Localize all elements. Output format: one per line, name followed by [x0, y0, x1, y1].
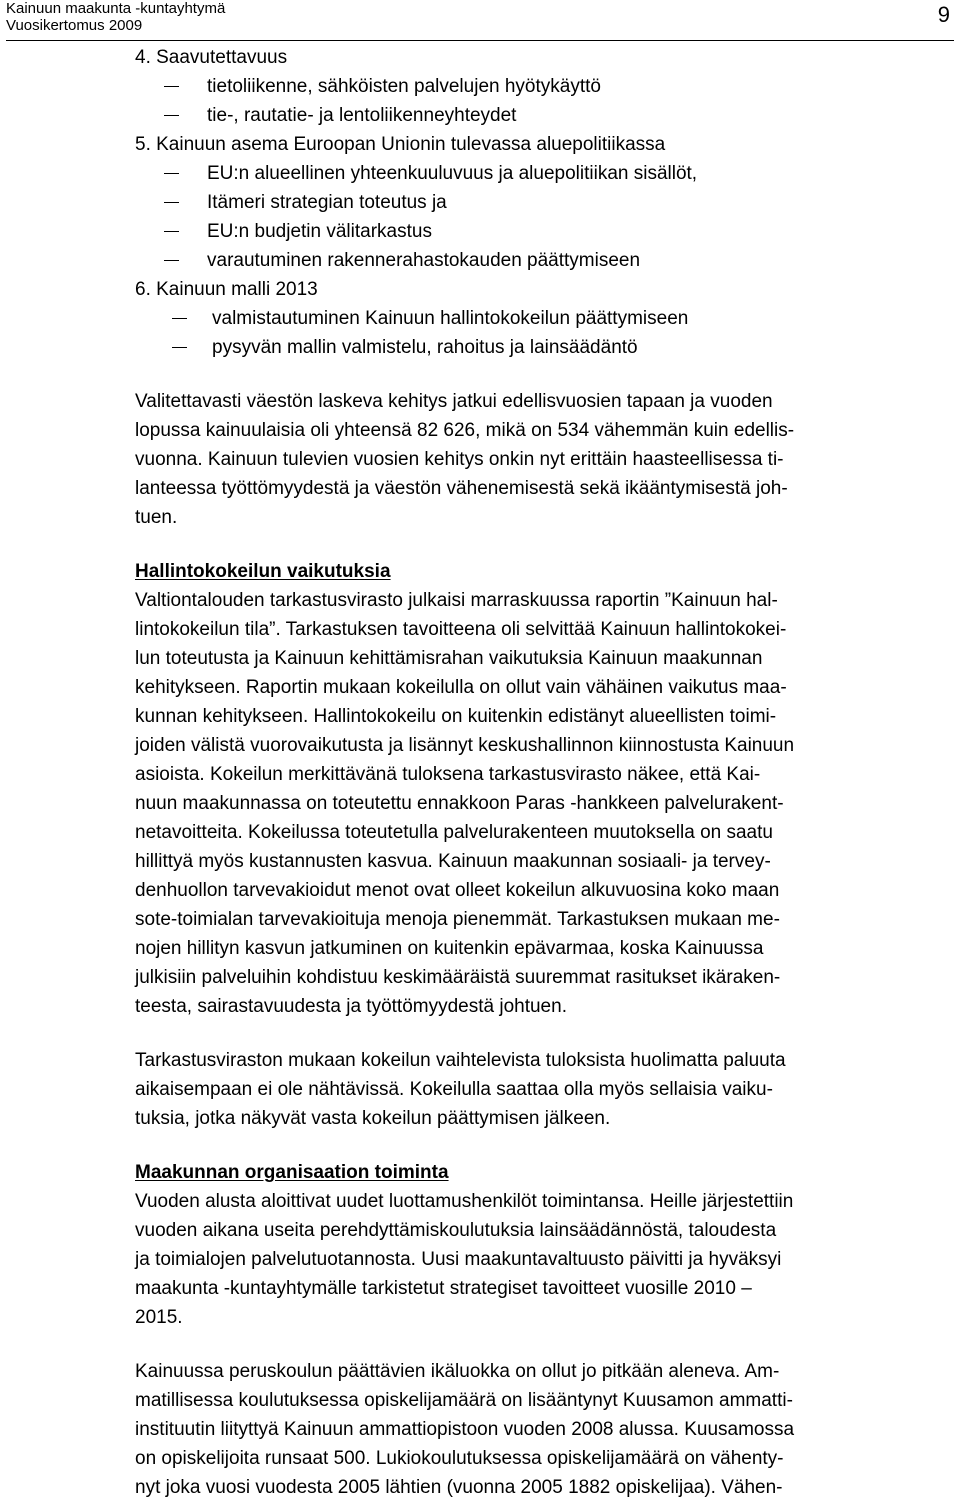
page-number: 9 [937, 2, 950, 27]
dash-bullet [164, 173, 179, 174]
paragraph-organisaatio-1 [135, 1187, 960, 1332]
spacer [135, 1133, 960, 1158]
paragraph-line: tuen. [135, 507, 178, 528]
paragraph-line: lopussa kainuulaisia oli yhteensä 82 626, mikä on 534 vähemmän kuin edellis- [135, 420, 795, 441]
paragraph-line: nuun maakunnassa on toteutettu ennakkoon Paras -hankkeen palvelurakent- [135, 793, 784, 814]
paragraph-line: instituutin liityttyä Kainuun ammattiopistoon vuoden 2008 alussa. Kuusamossa [135, 1419, 795, 1440]
section-heading-organisaatio: Maakunnan organisaation toiminta [135, 1162, 449, 1183]
list-item: EU:n budjetin välitarkastus [135, 217, 960, 246]
paragraph-line: kehitykseen. Raportin mukaan kokeilulla on ollut vain vähäinen vaikutus maa- [135, 677, 787, 698]
list-item: tie-, rautatie- ja lentoliikenneyhteydet [135, 101, 960, 130]
paragraph-line: asioista. Kokeilun merkittävänä tuloksena tarkastusvirasto näkee, että Kai- [135, 764, 761, 785]
header-organization: Kainuun maakunta -kuntayhtymä [6, 0, 226, 17]
paragraph-line: kunnan kehitykseen. Hallintokokeilu on kuitenkin edistänyt alueellisten toimi- [135, 706, 777, 727]
spacer [135, 362, 960, 387]
page-header [6, 0, 954, 41]
paragraph-line: vuoden aikana useita perehdyttämiskoulutuksia lainsäädännöstä, taloudesta [135, 1220, 777, 1241]
paragraph-hallintokokeilu-1 [135, 586, 960, 1021]
header-report-title: Vuosikertomus 2009 [6, 17, 143, 34]
paragraph-line: netavoitteita. Kokeilussa toteutetulla palvelurakenteen muutoksella on saatu [135, 822, 773, 843]
paragraph-line: teesta, sairastavuudesta ja työttömyydestä johtuen. [135, 996, 567, 1017]
section-heading-hallintokokeilu: Hallintokokeilun vaikutuksia [135, 561, 391, 582]
dash-bullet [164, 115, 179, 116]
list-item: EU:n alueellinen yhteenkuuluvuus ja aluepolitiikan sisällöt, [135, 159, 960, 188]
section-4-title: 4. Saavutettavuus [135, 47, 288, 68]
dash-bullet [172, 318, 187, 319]
paragraph-line: nyt joka vuosi vuodesta 2005 lähtien (vuonna 2005 1882 opiskelijaa). Vähen- [135, 1477, 783, 1498]
list-item: valmistautuminen Kainuun hallintokokeilun päättymiseen [135, 304, 960, 333]
spacer [135, 1021, 960, 1046]
paragraph-line: tuksia, jotka näkyvät vasta kokeilun päättymisen jälkeen. [135, 1108, 611, 1129]
list-item: pysyvän mallin valmistelu, rahoitus ja lainsäädäntö [135, 333, 960, 362]
paragraph-line: Tarkastusviraston mukaan kokeilun vaihtelevista tuloksista huolimatta paluuta [135, 1050, 786, 1071]
paragraph-organisaatio-2 [135, 1357, 960, 1502]
paragraph-line: vuonna. Kainuun tulevien vuosien kehitys onkin nyt erittäin haasteellisessa ti- [135, 449, 784, 470]
list-item: Itämeri strategian toteutus ja [135, 188, 960, 217]
dash-bullet [172, 347, 187, 348]
paragraph-line: joiden välistä vuorovaikutusta ja lisännyt keskushallinnon kiinnostusta Kainuun [135, 735, 795, 756]
paragraph-line: sote-toimialan tarvevakioituja menoja pienemmät. Tarkastuksen mukaan me- [135, 909, 780, 930]
page-content [135, 43, 960, 1502]
paragraph-line: lun toteutusta ja Kainuun kehittämisrahan vaikutuksia Kainuun maakunnan [135, 648, 763, 669]
paragraph-line: maakunta -kuntayhtymälle tarkistetut strategiset tavoitteet vuosille 2010 – [135, 1278, 752, 1299]
paragraph-line: ja toimialojen palvelutuotannosta. Uusi maakuntavaltuusto päivitti ja hyväksyi [135, 1249, 782, 1270]
paragraph-line: denhuollon tarvevakioidut menot ovat olleet kokeilun alkuvuosina koko maan [135, 880, 780, 901]
paragraph-line: Valitettavasti väestön laskeva kehitys jatkui edellisvuosien tapaan ja vuoden [135, 391, 773, 412]
paragraph-line: nojen hillityn kasvun jatkuminen on kuitenkin epävarmaa, koska Kainuussa [135, 938, 764, 959]
dash-bullet [164, 260, 179, 261]
paragraph-line: lanteessa työttömyydestä ja väestön vähenemisestä sekä ikääntymisestä joh- [135, 478, 788, 499]
section-5-title: 5. Kainuun asema Euroopan Unionin tulevassa aluepolitiikassa [135, 134, 666, 155]
paragraph-population [135, 387, 960, 532]
section-6-title: 6. Kainuun malli 2013 [135, 279, 318, 300]
spacer [135, 1332, 960, 1357]
list-item: tietoliikenne, sähköisten palvelujen hyötykäyttö [135, 72, 960, 101]
spacer [135, 532, 960, 557]
paragraph-line: Valtiontalouden tarkastusvirasto julkaisi marraskuussa raportin ”Kainuun hal- [135, 590, 778, 611]
dash-bullet [164, 86, 179, 87]
paragraph-line: hillittyä myös kustannusten kasvua. Kainuun maakunnan sosiaali- ja tervey- [135, 851, 771, 872]
paragraph-hallintokokeilu-2 [135, 1046, 960, 1133]
paragraph-line: 2015. [135, 1307, 183, 1328]
paragraph-line: lintokokeilun tila”. Tarkastuksen tavoitteena oli selvittää Kainuun hallintokokei- [135, 619, 787, 640]
paragraph-line: on opiskelijoita runsaat 500. Lukiokoulutuksessa opiskelijamäärä on vähenty- [135, 1448, 784, 1469]
list-item: varautuminen rakennerahastokauden päättymiseen [135, 246, 960, 275]
dash-bullet [164, 231, 179, 232]
paragraph-line: Kainuussa peruskoulun päättävien ikäluokka on ollut jo pitkään aleneva. Am- [135, 1361, 780, 1382]
paragraph-line: aikaisempaan ei ole nähtävissä. Kokeilulla saattaa olla myös sellaisia vaiku- [135, 1079, 773, 1100]
dash-bullet [164, 202, 179, 203]
paragraph-line: julkisiin palveluihin kohdistuu keskimääräistä suuremmat rasitukset ikäraken- [135, 967, 781, 988]
paragraph-line: matillisessa koulutuksessa opiskelijamäärä on lisääntynyt Kuusamon ammatti- [135, 1390, 793, 1411]
paragraph-line: Vuoden alusta aloittivat uudet luottamushenkilöt toimintansa. Heille järjestettiin [135, 1191, 794, 1212]
